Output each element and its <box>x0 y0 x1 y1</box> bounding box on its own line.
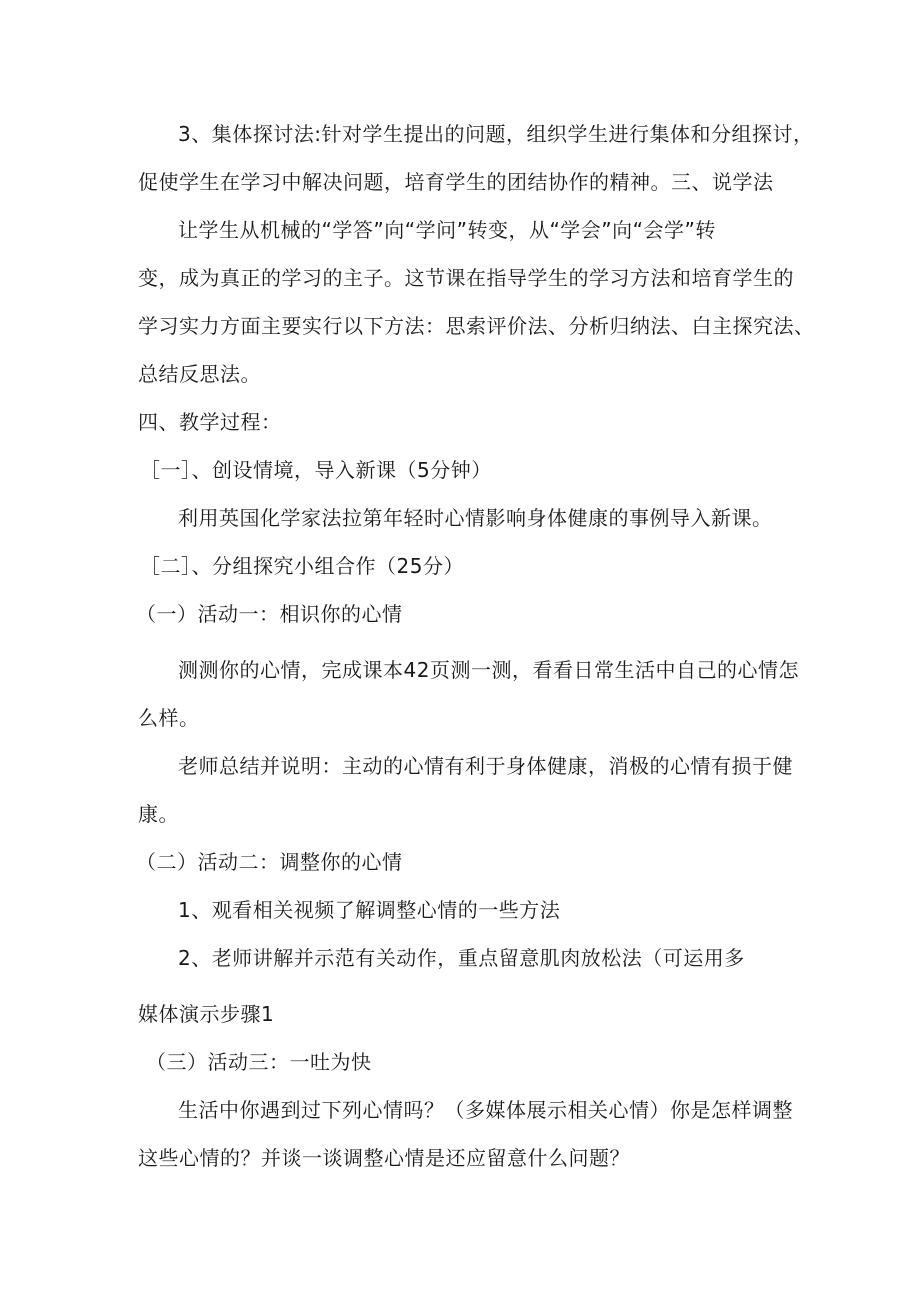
text-line: 生活中你遇到过下列心情吗？（多媒体展示相关心情）你是怎样调整 <box>178 1098 793 1122</box>
text-line: 老师总结并说明：主动的心情有利于身体健康，消极的心情有损于健 <box>178 754 793 778</box>
activity-heading: （二）活动二：调整你的心情 <box>136 850 403 874</box>
activity-heading: （一）活动一：相识你的心情 <box>136 602 403 626</box>
text-line: 么样。 <box>138 706 200 730</box>
text-line: 变，成为真正的学习的主子。这节课在指导学生的学习方法和培育学生的 <box>138 266 794 290</box>
text-line: 1、观看相关视频了解调整心情的一些方法 <box>178 898 561 922</box>
text-line: 测测你的心情，完成课本42页测一测，看看日常生活中自己的心情怎 <box>178 658 799 682</box>
text-line: 3、集体探讨法:针对学生提出的问题，组织学生进行集体和分组探讨， <box>178 122 814 146</box>
text-line: 促使学生在学习中解决问题，培育学生的团结协作的精神。三、说学法 <box>138 170 774 194</box>
text-line: 利用英国化学家法拉第年轻时心情影响身体健康的事例导入新课。 <box>178 506 773 530</box>
activity-heading: （三）活动三：一吐为快 <box>146 1050 372 1074</box>
text-line: 媒体演示步骤1 <box>138 1002 275 1026</box>
text-line: 康。 <box>138 802 179 826</box>
text-line: 让学生从机械的“学答”向“学问”转变，从“学会”向“会学”转 <box>178 218 716 242</box>
subsection-heading: ［二］、分组探究小组合作（25分） <box>140 554 464 578</box>
subsection-heading: ［一］、创设情境，导入新课（5分钟） <box>140 458 492 482</box>
text-line: 这些心情的？并谈一谈调整心情是还应留意什么问题？ <box>138 1146 630 1170</box>
text-line: 学习实力方面主要实行以下方法：思索评价法、分析归纳法、白主探究法、 <box>138 314 815 338</box>
text-line: 2、老师讲解并示范有关动作，重点留意肌肉放松法（可运用多 <box>178 946 745 970</box>
text-line: 总结反思法。 <box>138 362 261 386</box>
section-heading: 四、教学过程： <box>138 410 282 434</box>
